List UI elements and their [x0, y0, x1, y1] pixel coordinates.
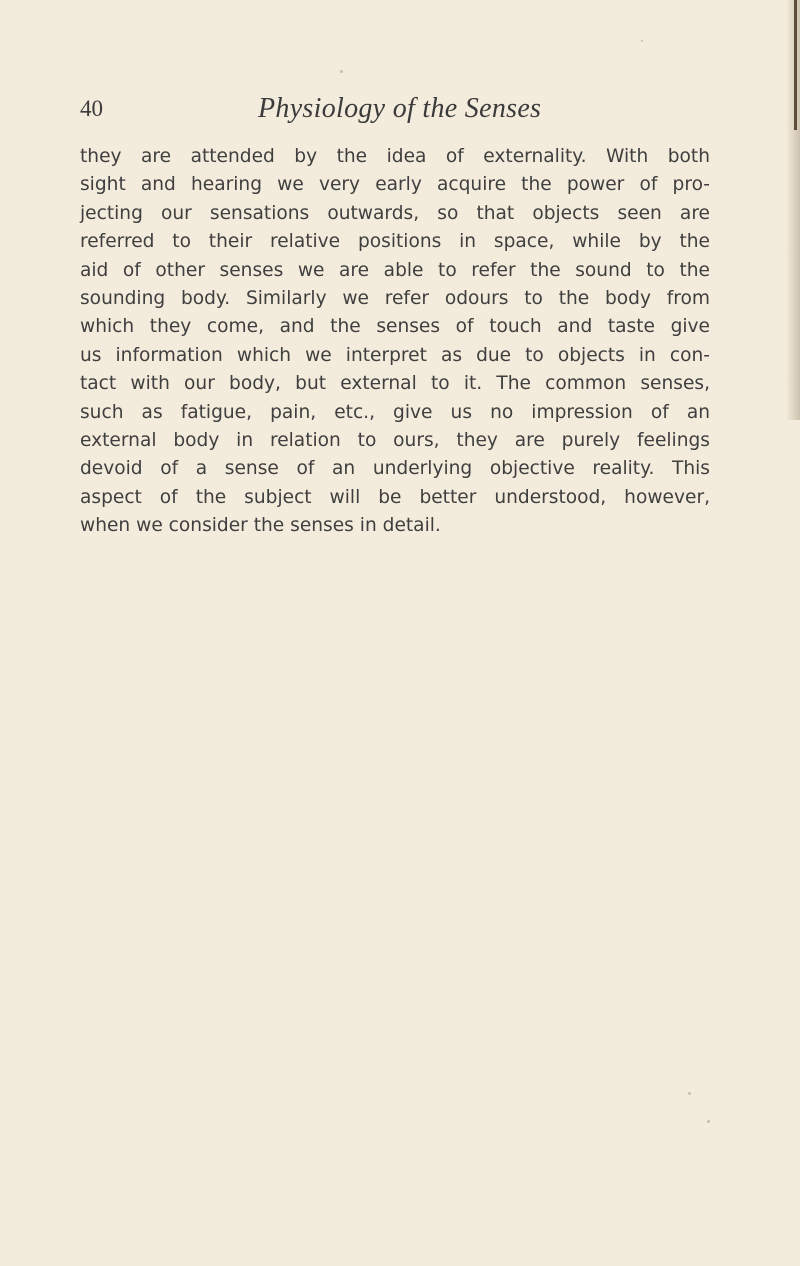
text-line: aid of other senses we are able to refer the sound to the: [80, 259, 710, 281]
text-line: such as fatigue, pain, etc., give us no impression of an: [80, 401, 710, 423]
text-line: jecting our sensations outwards, so that objects seen are: [80, 202, 710, 224]
text-line: aspect of the subject will be better understood, however,: [80, 486, 710, 508]
page-number: 40: [80, 96, 103, 121]
page-edge-shadow: [786, 0, 800, 420]
text-line: tact with our body, but external to it. The common senses,: [80, 373, 710, 395]
paper-speck: [688, 1092, 691, 1095]
text-line: which they come, and the senses of touch and taste give: [80, 316, 710, 338]
text-line: they are attended by the idea of externality. With both: [80, 146, 710, 167]
running-title: Physiology of the Senses: [258, 93, 542, 124]
paper-speck: [707, 1120, 710, 1123]
paper-speck: [340, 70, 343, 73]
text-line: sounding body. Similarly we refer odours to the body from: [80, 288, 710, 310]
text-line: devoid of a sense of an underlying objective reality. This: [80, 458, 710, 480]
text-line: us information which we interpret as due to objects in con-: [80, 344, 710, 366]
text-line: when we consider the senses in detail.: [80, 515, 441, 537]
page-edge-line: [794, 0, 797, 130]
running-head: [80, 93, 720, 132]
paper-speck: [641, 40, 643, 42]
body-paragraph: [80, 143, 710, 541]
text-line: external body in relation to ours, they are purely feelings: [80, 430, 710, 452]
text-line: sight and hearing we very early acquire the power of pro-: [80, 174, 710, 196]
text-line: referred to their relative positions in space, while by the: [80, 231, 710, 253]
